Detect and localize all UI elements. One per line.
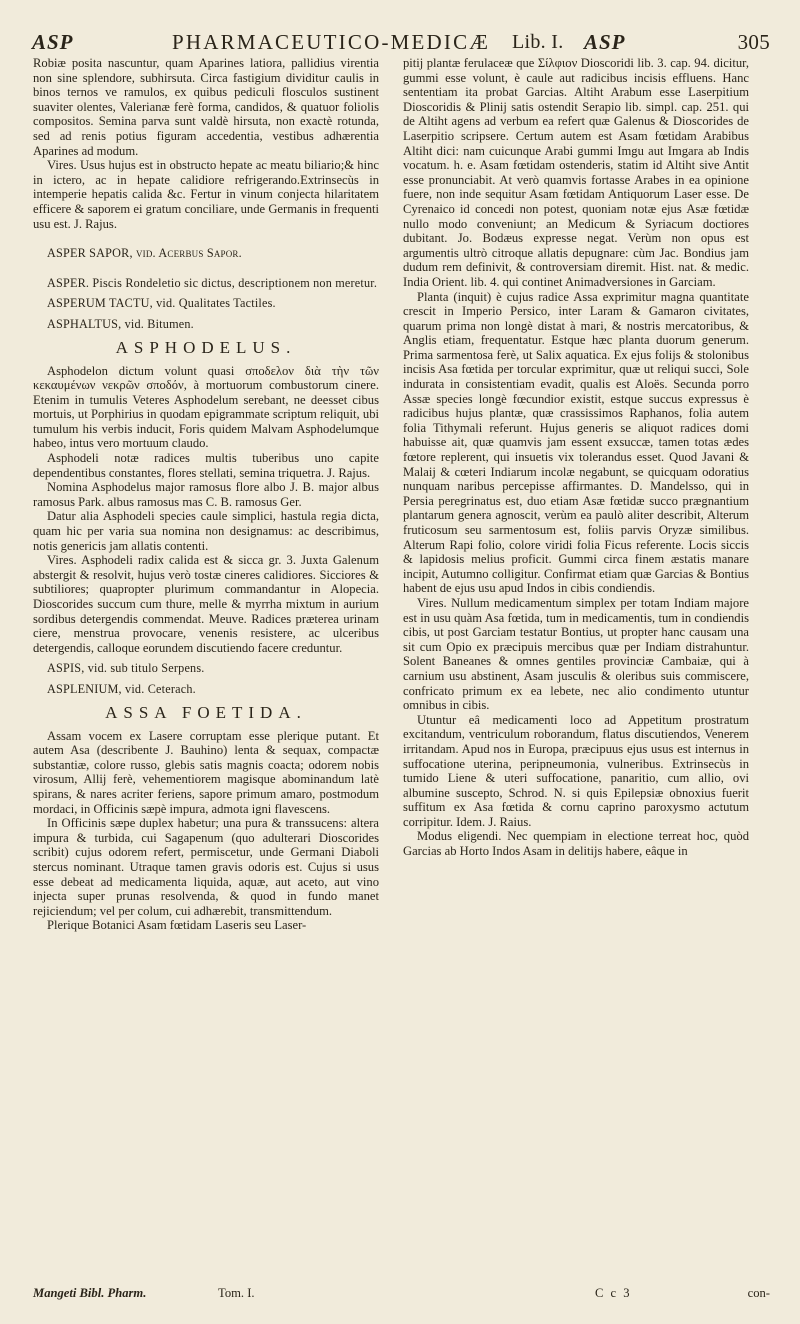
paragraph: pitij plantæ ferulaceæ que Σίλφιον Dioscoridi lib. 3. cap. 94. dicitur, gummi esse volunt, è caule aut radicibus incisis effluens. Hanc sententiam ita probat Garcias. Altiht Arabum esse Laserpitium Dioscoridis & Plinij satis ostendit Serapio lib. simpl. cap. 251. qui de Altiht agens ad verbum ea refert quæ Galenus & Dioscorides de Laserpitio scripsere. Certum autem est Asam fœtidam Arabibus Altiht dici: nam cuicunque Arabi gummi Imgu aut Imgara ab Indis vocatum. h. e. Asam fœtidam ostenderis, statim id Altiht sive Antit esse pronunciabit. At verò quamvis fortasse Arabes in ea opinione fuere, non inde sequitur Asam fœtidam Antiquorum Laser esse. De Cyrenaico id concedi non potest, quoniam notæ ejus Asæ fœtidæ nullo modo conveniunt; an Medicum & Syriacum doctiores dubitant. Jo. Bodæus expresse negat. Verùm non opus est argumentis ultrò citroque allatis depugnare: cùm Jac. Bondius jam dudum rem definivit, & controversiam diremit. Hist. nat. & medic. India Orient. lib. 4. qui continet Animadversiones in Garciam. <box>403 56 749 289</box>
paragraph: Robiæ posita nascuntur, quam Aparines latiora, pallidius virentia non sine splendore, subhirsuta. Circa fastigium dividitur caulis in binos ternos ve ramulos, ex quibus pediculi flosculos sustinent suaviter olentes, Valerianæ ferè forma, candidos, & quatuor foliolis compositos. Semina parva sunt valdè hirsuta, non exactè rotunda, sed ad renis potius figuram accedentia, vestibus adhærentia Aparines ad modum. <box>33 56 379 158</box>
dictionary-entry: ASPERUM TACTU, vid. Qualitates Tactiles. <box>47 296 276 311</box>
paragraph: Vires. Usus hujus est in obstructo hepate ac meatu biliario;& hinc in ictero, ac in hepate calidiore refrigerando.Extrinsecùs in intemperie hepatis calida &c. Fertur in vinum conjecta hilaritatem efficere & saporem ei gratum conciliare, unde Germanis in frequenti usu est. J. Rajus. <box>33 158 379 231</box>
paragraph: Vires. Asphodeli radix calida est & sicca gr. 3. Juxta Galenum abstergit & resolvit, hujus verò tostæ cineres calidiores. Sicciores & subtiliores; quapropter plurimum commandantur in Alopecia. Dioscorides succum cum thure, melle & myrrha mixtum in aurium sordibus detergendis commendat. Meuve. Radices præterea urinam ciere, menstrua provocare, venenis resistere, ac ulceribus detergendis, calloque eorundem discutiendo facere creduntur. <box>33 553 379 655</box>
left-column <box>33 56 379 933</box>
dictionary-entry: ASPHALTUS, vid. Bitumen. <box>47 316 194 331</box>
gathering-mark: C c 3 <box>595 1286 632 1300</box>
dictionary-entry: ASPER SAPOR, vid. Acerbus Sapor. <box>47 246 242 261</box>
paragraph: Vires. Nullum medicamentum simplex per totam Indiam majore est in usu quàm Asa fœtida, tum in medicamentis, tum in condiendis cibis, ut post Garciam testatur Bontius, ut propter hanc causam una sit cum Opio ex præcipuis mercibus quæ per Indiam distrahuntur. Solent Baneanes & omnes gentiles provinciæ Cambaiæ, qui à carnium usu abstinent, Asam jusculis & oleribus suis commiscere, confricato primum ex ea lebete, nec alio condimento utuntur omnibus in cibis. <box>403 595 749 713</box>
paragraph: Utuntur eâ medicamenti loco ad Appetitum prostratum excitandum, ventriculum roborandum, flatus discutiendos, Venerem irritandam. Apud nos in Europa, præcipuus ejus usus est internus in suffocatione uterina, peripneumonia, vulneribus. Extrinsecùs in tumido Liene & uteri suffocatione, panaritio, cum allio, ovi albumine suscepto, Schrod. N. si quis Epilepsiæ obnoxius fuerit suffitum ex Asa fœtida & cornu caprino paroxysmo actutum corripitur. Idem. J. Raius. <box>403 712 749 829</box>
right-column <box>403 56 749 859</box>
paragraph: Assam vocem ex Lasere corruptam esse plerique putant. Et autem Asa (describente J. Bauhino) lenta & sequax, compactæ substantiæ, colore russo, glebis satis magnis coacta; odorem nobis virosum, Allij ferè, vehementiorem magisque abominandum latè spirans, & nares acriter feriens, sapore primum amaro, postmodum mordaci, in Officinis sæpè impura, admota igni flavescens. <box>33 728 379 816</box>
header-left-mark: ASP <box>32 30 74 54</box>
paragraph: Modus eligendi. Nec quempiam in electione terreat hoc, quòd Garcias ab Horto Indos Asam in delitijs habere, eâque in <box>403 829 749 859</box>
page-footer <box>33 1286 770 1316</box>
header-right-mark: ASP <box>584 30 626 54</box>
paragraph: Planta (inquit) è cujus radice Assa exprimitur magna quantitate crescit in Imperio Persico, inter Laram & Gamaron civitates, quarum prima non longè distat à mari, & nostris mercatoribus, & Anglis etiam, frequentatur. Estque hæc planta duorum generum. Prima sarmentosa ferè, ut Salix aquatica. Ex ejus folijs & stolonibus incisis Asa fœtida per torcular exprimitur, quæ ut reliqui succi, Sole indurata in consistentiam evadit, qualis est Aloës. Secunda porro Assæ species longè fœcundior existit, estque succus expressus è radicibus hujus plantæ, quæ crassissimos Raphanos, folia autem folia Tithymali referunt. Hujus generis se aliquot radices domi habuisse ait, quæ quamvis jam essent exsuccæ, tamen totas ædes fœtore replerent, qui insuetis vix tolerandus esset. Quod Javani & Malaij & cœteri Indiarum incolæ negabunt, se quicquam odoratius nunquam naribus percepisse affirmantes. D. Mandelsso, qui in Persia peregrinatus est, duo etiam Asæ fœtidæ succo prægnantium plantarum genera agnoscit, verùm ea paulò aliter describit, Alterum fruticosum seu sarmentosum est, foliis parvis Oryzæ similibus. Alterum Rapi folio, colore viridi folia Ficus referente. Locis siccis & lapidosis melius proficit. Gummi circa finem æstatis manare incipit, Autumno colligitur. Confirmat etiam quæ Garcias & Bontius habent de ejus usu apud Indos in cibis condiendis. <box>403 289 749 596</box>
dictionary-entry: ASPIS, vid. sub titulo Serpens. <box>47 661 205 676</box>
paragraph: Datur alia Asphodeli species caule simplici, hastula regia dicta, quam hic per varia sua nomina non designamus: ac describimus, notis genericis jam allatis contenti. <box>33 509 379 553</box>
footer-signature: Mangeti Bibl. Pharm. <box>33 1286 147 1300</box>
paragraph: Asphodelon dictum volunt quasi σποδελον διὰ τὴν τῶν κεκαυμένων νεκρῶν σποδόν, à mortuorum combustorum cinere. Etenim in tumulis Veteres Asphodelum serebant, ne deesset cibus mortuis, ut Porphirius in quodam epigrammate scriptum reliquit, ubi tumulum his verbis inducit, Foris quidem Malvam Asphodelumque habeo, intus vero mortuum claudo. <box>33 363 379 451</box>
page-number: 305 <box>737 30 770 54</box>
footer-volume: Tom. I. <box>218 1286 255 1300</box>
section-heading: ASSA FOETIDA. <box>105 702 307 722</box>
dictionary-entry: ASPER. Piscis Rondeletio sic dictus, descriptionem non meretur. <box>47 275 378 290</box>
paragraph: Nomina Asphodelus major ramosus flore albo J. B. major albus ramosus Park. albus ramosus mas C. B. ramosus Ger. <box>33 480 379 509</box>
catchword: con- <box>747 1286 770 1300</box>
paragraph: Asphodeli notæ radices multis tuberibus uno capite dependentibus constantes, flores stellati, semina triquetra. J. Rajus. <box>33 451 379 480</box>
paragraph: Plerique Botanici Asam fœtidam Laseris seu Laser- <box>47 918 307 933</box>
header-book: Lib. I. <box>512 31 564 53</box>
header-title: PHARMACEUTICO-MEDICÆ <box>172 30 491 54</box>
dictionary-entry: ASPLENIUM, vid. Ceterach. <box>47 681 196 696</box>
section-heading: ASPHODELUS. <box>115 337 297 357</box>
paragraph: In Officinis sæpe duplex habetur; una pura & transsucens: altera impura & turbida, cui Sagapenum (quo adulterari Dioscorides scribit) cujus odorem refert, permiscetur, unde Germani Diaboli stercus nominant. Utraque tamen gravis odoris est. Cujus si usus esse debeat ad medicamenta liquida, aquæ, aut aceto, aut vino injecta super prunas resolvenda, & quod in fundo manet rejiciendum; vel per colum, cui adhærebit, transmittendum. <box>33 816 379 918</box>
